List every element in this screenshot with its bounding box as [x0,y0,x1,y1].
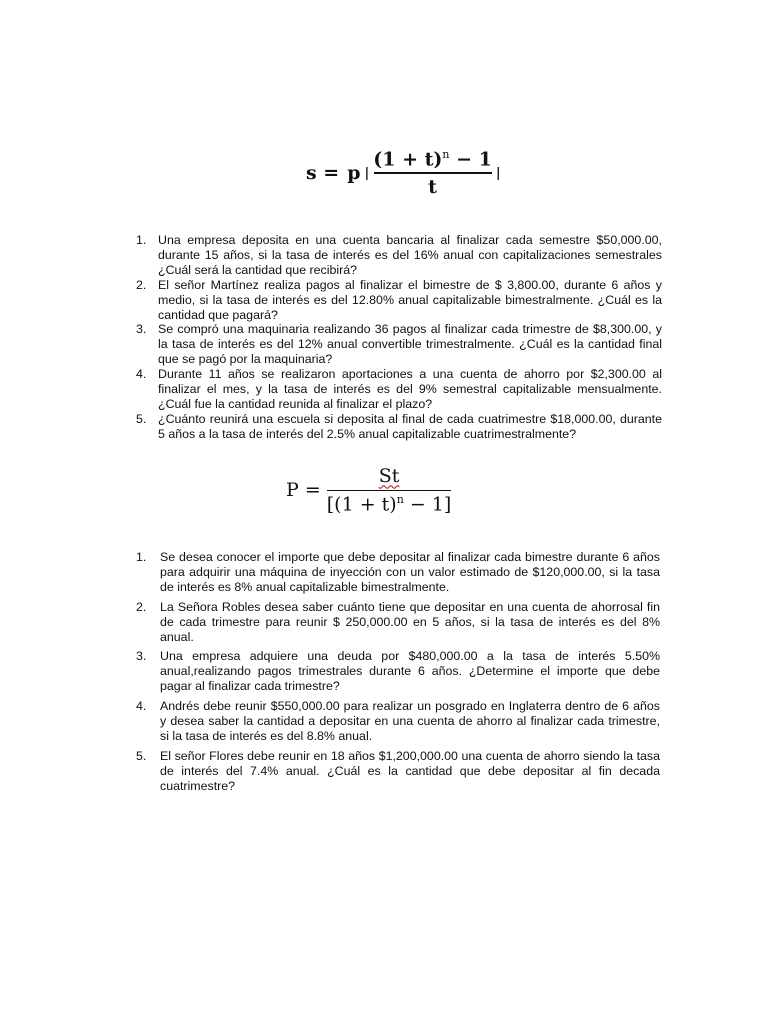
item-text: Una empresa deposita en una cuenta bancaria al finalizar cada semestre $50,000.00, durante 15 años, si la tasa de interés es del 16% anual con capitalizaciones semestrales ¿Cuál será la cantidad que recibirá? [158,233,662,277]
item-text: La Señora Robles desea saber cuánto tiene que depositar en una cuenta de ahorrosal fin de cada trimestre para reunir $ 250,000.00 en 5 años, si la tasa de interés es del 8% anual. [160,599,660,644]
formula2-denominator [327,491,452,515]
item-text: Una empresa adquiere una deuda por $480,000.00 a la tasa de interés 5.50% anual,realizando pagos trimestrales durante 6 años. ¿Determine el importe que debe pagar al finalizar cada trimestre? [160,649,660,694]
list-item [136,550,660,595]
formula2-lhs: P = [286,479,321,501]
formula2-numerator: St [378,464,400,487]
formula1-p: p [347,162,361,184]
item-number: 4. [136,699,147,714]
list-item [136,322,662,367]
list-item [136,749,660,794]
list-item [136,412,662,442]
list-item [136,367,662,412]
formula1-right-bar: | [495,165,501,181]
formula1-exponent: n [442,148,450,162]
formula1-numerator-tail: − 1 [449,148,492,171]
list-item [136,278,662,323]
formula1-numerator-base: (1 + t) [373,148,443,171]
formula1-lhs: s = [306,162,340,184]
formula1-fraction [371,148,494,198]
item-number: 2. [136,599,147,614]
item-text: Se compró una maquinaria realizando 36 pagos al finalizar cada trimestre de $8,300.00, y la tasa de interés es del 12% anual convertible trimestralmente. ¿Cuál es la cantidad final que se pagó por la maquinaria? [158,322,662,367]
item-number: 1. [136,233,147,247]
list-item [136,649,660,694]
list-item [136,699,660,744]
future-value-formula [306,143,503,203]
item-number: 5. [136,748,147,763]
item-text: El señor Flores debe reunir en 18 años $1,200,000.00 una cuenta de ahorro siendo la tasa de interés del 7.4% anual. ¿Cuál es la cantidad que debe depositar al fin decada cuatrimestre? [160,748,660,793]
item-text: Se desea conocer el importe que debe depositar al finalizar cada bimestre durante 6 años para adquirir una máquina de inyección con un valor estimado de $120,000.00, si la tasa de interés es 8% anual capitalizable bimestralmente. [160,550,660,594]
item-number: 4. [136,367,147,382]
formula2-denominator-base: [(1 + t) [326,493,397,516]
item-text: Durante 11 años se realizaron aportaciones a una cuenta de ahorro por $2,300.00 al finalizar el mes, y la tasa de interés es del 9% semestral capitalizable mensualmente. ¿Cuál fue la cantidad reunida al finalizar el plazo? [158,367,662,411]
formula1-left-bar: | [364,165,370,181]
item-number: 2. [136,277,147,292]
item-number: 3. [136,322,147,337]
formula1-numerator [371,148,494,172]
payment-formula [286,460,451,520]
item-text: El señor Martínez realiza pagos al finalizar el bimestre de $ 3,800.00, durante 6 años y medio, si la tasa de interés es del 12.80% anual capitalizable bimestralmente. ¿Cuál es la cantidad que pagará? [158,277,662,322]
formula2-denominator-tail: − 1] [403,493,452,516]
item-text: Andrés debe reunir $550,000.00 para realizar un posgrado en Inglaterra dentro de 6 años y desea saber la cantidad a depositar en una cuenta de ahorro al finalizar cada trimestre, si la tasa de interés es del 8.8% anual. [160,699,660,743]
list-item [136,600,660,645]
formula2-exponent: n [396,492,404,506]
payment-problems-list [136,550,660,799]
item-number: 1. [136,550,147,564]
formula2-fraction [327,465,452,516]
item-number: 5. [136,411,147,426]
formula1-denominator: t [428,175,437,198]
item-number: 3. [136,649,147,664]
item-text: ¿Cuánto reunirá una escuela si deposita al final de cada cuatrimestre $18,000.00, durante 5 años a la tasa de interés del 2.5% anual capitalizable cuatrimestralmente? [158,411,662,441]
list-item [136,233,662,278]
future-value-problems-list [136,233,662,442]
